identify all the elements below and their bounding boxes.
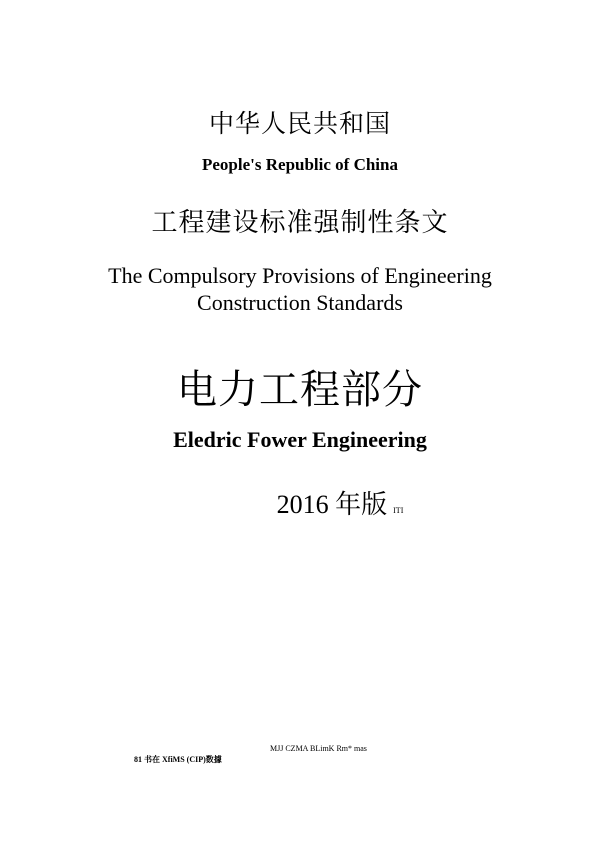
edition-line: [40, 492, 600, 518]
edition-label: 2016 年版: [276, 490, 388, 519]
cip-data-heading: 81 书在 XfiMS (CIP)数據: [134, 755, 222, 764]
standard-title-chinese: 工程建设标准强制性条文: [151, 208, 449, 237]
part-title-english: Eledric Fower Engineering: [173, 427, 427, 452]
edition-mark: ITI: [393, 506, 404, 515]
standard-title-english-line1: The Compulsory Provisions of Engineering: [108, 263, 492, 288]
standard-title-english-line2: Construction Standards: [197, 290, 403, 315]
footer-note: MJJ CZMA BLimK Rm* mas: [270, 744, 367, 753]
country-name-chinese: 中华人民共和国: [208, 111, 391, 138]
country-name-english: People's Republic of China: [202, 155, 398, 174]
part-title-chinese: 电力工程部分: [177, 367, 423, 412]
